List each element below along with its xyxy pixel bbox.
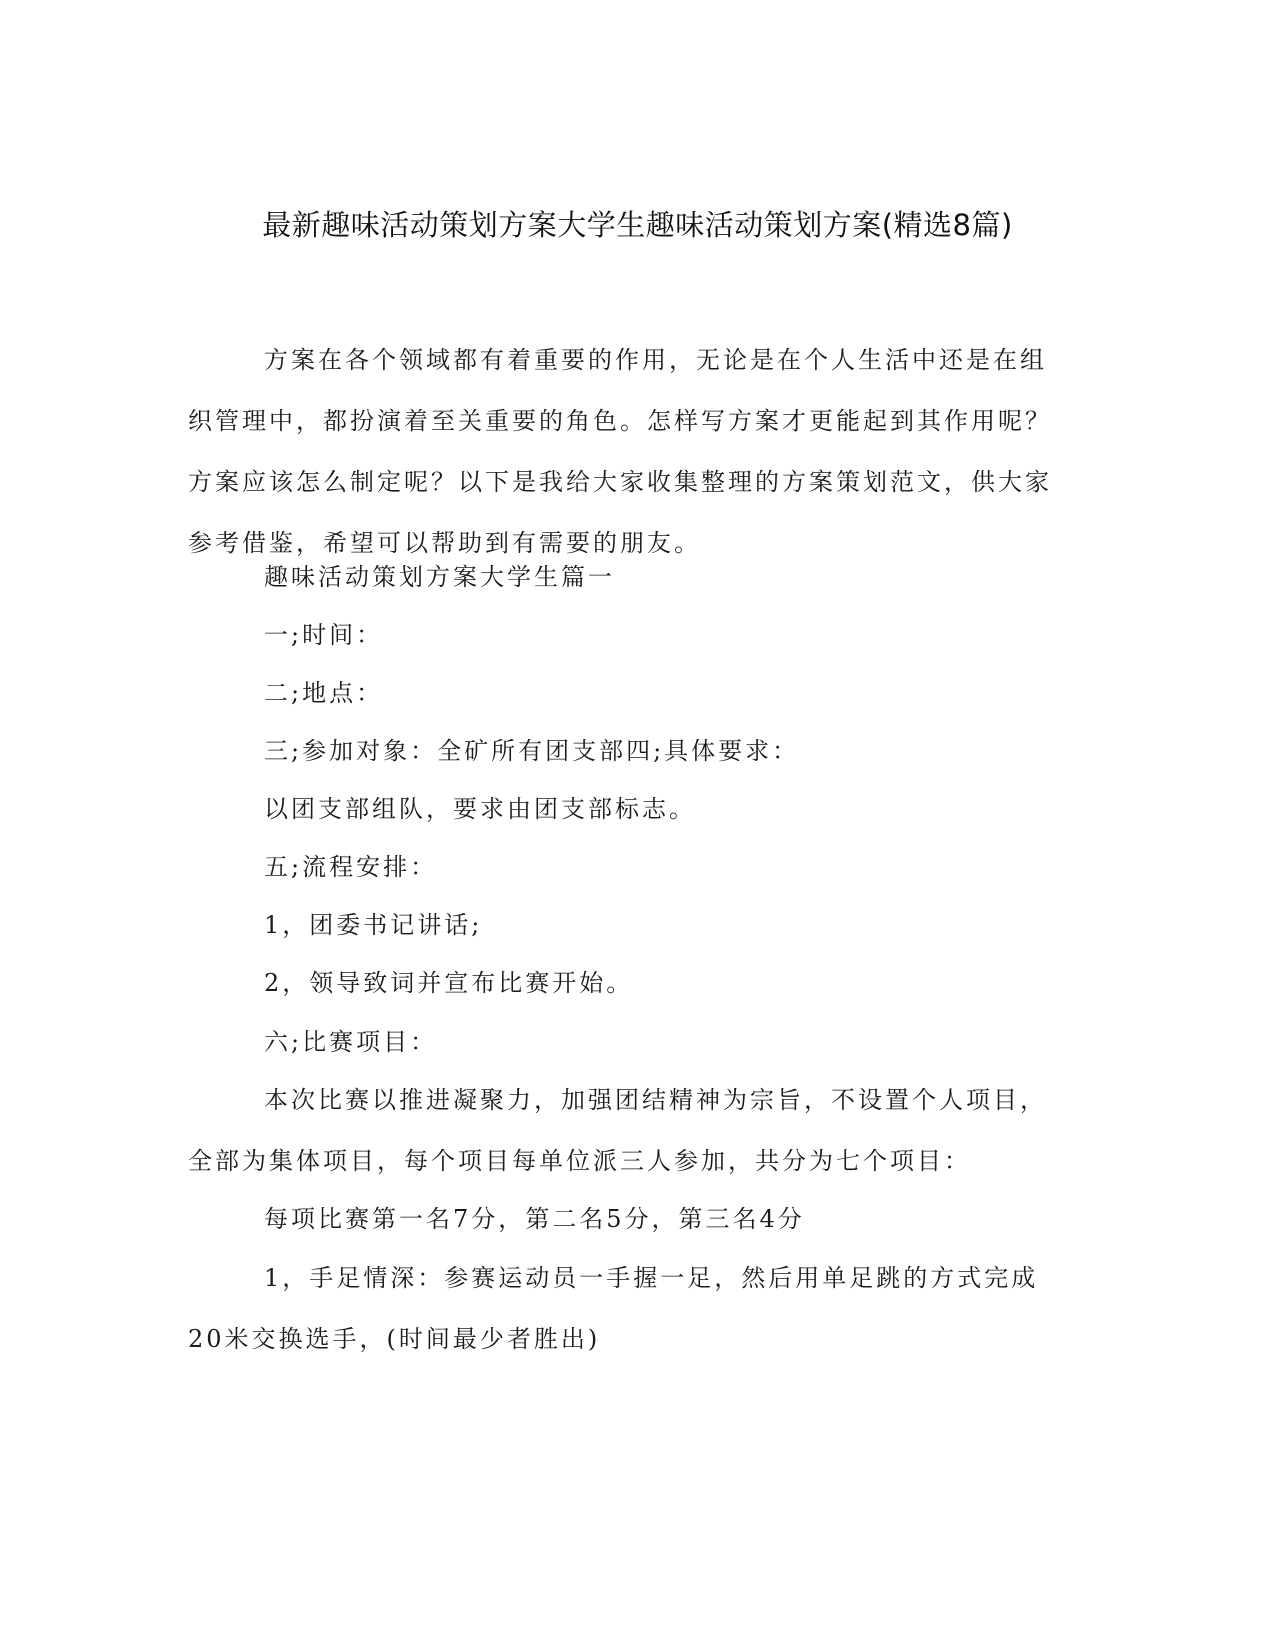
scoring-line: 每项比赛第一名7分，第二名5分，第三名4分 bbox=[264, 1205, 805, 1233]
item-location: 二;地点： bbox=[264, 679, 384, 707]
event-1-paragraph: 1，手足情深：参赛运动员一手握一足，然后用单足跳的方式完成20米交换选手，(时间最少者胜出) bbox=[188, 1264, 1039, 1353]
item-competition: 六;比赛项目： bbox=[264, 1028, 438, 1056]
item-schedule-2: 2，领导致词并宣布比赛开始。 bbox=[264, 969, 634, 997]
competition-intro-paragraph: 本次比赛以推进凝聚力，加强团结精神为宗旨，不设置个人项目，全部为集体项目，每个项目每单位派三人参加，共分为七个项目： bbox=[188, 1086, 1047, 1175]
section-heading: 趣味活动策划方案大学生篇一 bbox=[264, 563, 615, 591]
intro-paragraph: 方案在各个领域都有着重要的作用，无论是在个人生活中还是在组织管理中，都扮演着至关重要的角色。怎样写方案才更能起到其作用呢？方案应该怎么制定呢？以下是我给大家收集整理的方案策划范文，供大家参考借鉴，希望可以帮助到有需要的朋友。 bbox=[188, 346, 1052, 557]
document-title: 最新趣味活动策划方案大学生趣味活动策划方案(精选8篇) bbox=[262, 208, 1013, 242]
item-team-requirement: 以团支部组队，要求由团支部标志。 bbox=[264, 795, 696, 823]
item-time: 一;时间： bbox=[264, 621, 384, 649]
item-participants: 三;参加对象：全矿所有团支部四;具体要求： bbox=[264, 737, 800, 765]
item-schedule: 五;流程安排： bbox=[264, 853, 438, 881]
item-schedule-1: 1，团委书记讲话; bbox=[264, 911, 483, 939]
